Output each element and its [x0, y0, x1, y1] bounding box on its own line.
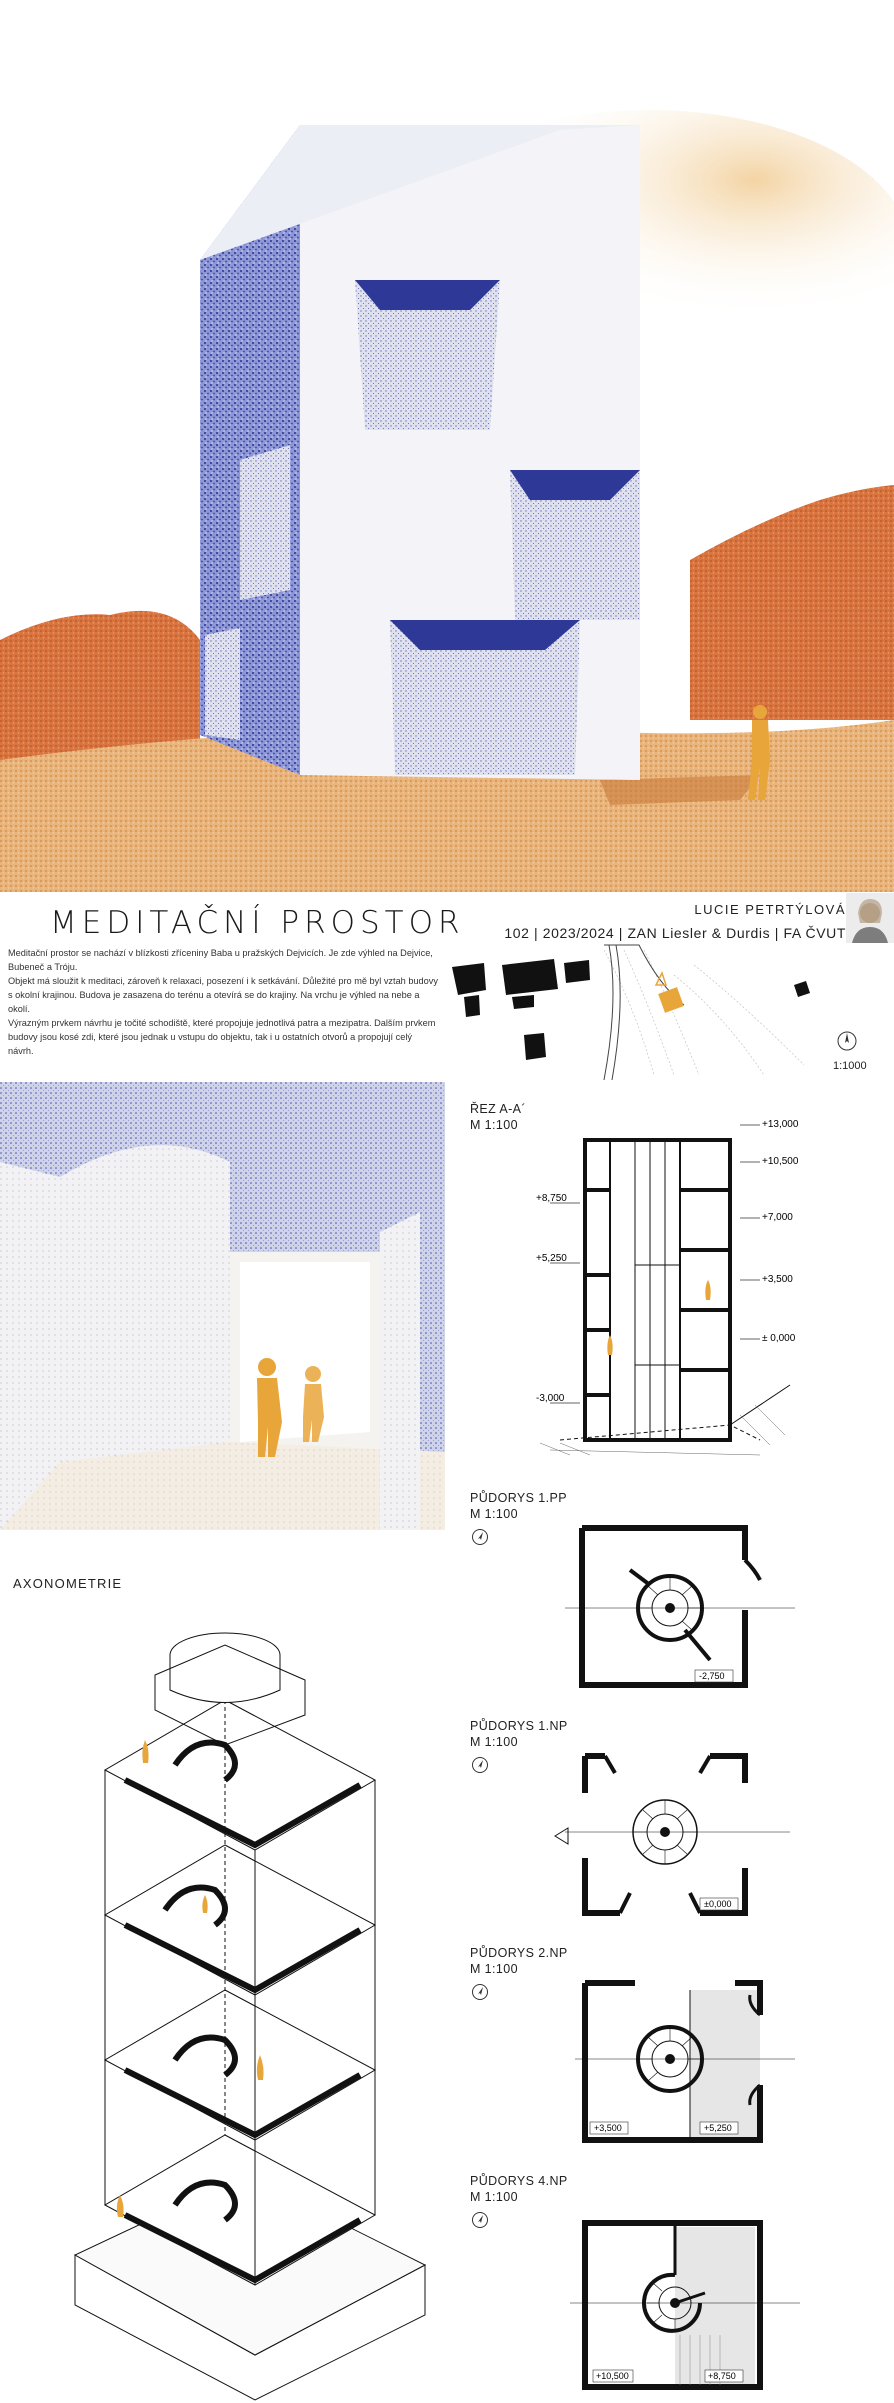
plan-level-label: +8,750	[708, 2371, 736, 2381]
section-level-label: +10,500	[762, 1156, 799, 1167]
plan-drawing	[560, 1520, 800, 1695]
plan-title: PŮDORYS 1.PP	[470, 1491, 567, 1505]
axonometry-drawing	[55, 1615, 440, 2400]
plan-level-label: +5,250	[704, 2123, 732, 2133]
section-level-label: +8,750	[536, 1193, 567, 1204]
plan-level-label: +10,500	[596, 2371, 629, 2381]
hero-rendering	[0, 0, 894, 892]
plan-level-label: +3,500	[594, 2123, 622, 2133]
plan-label	[470, 1718, 568, 1750]
plan-title: PŮDORYS 4.NP	[470, 2174, 568, 2188]
author-name: LUCIE PETRTÝLOVÁ	[694, 902, 846, 917]
plan-level-label: ±0,000	[704, 1899, 732, 1909]
plan-drawing	[550, 1748, 800, 1923]
site-plan	[444, 945, 844, 1080]
plan-level-label: -2,750	[699, 1671, 725, 1681]
section-level-label: +3,500	[762, 1274, 793, 1285]
plan-label	[470, 2173, 568, 2205]
description-paragraph: Meditační prostor se nachází v blízkosti zříceniny Baba u pražských Dejvicích. Je zde výhled na Dejvice, Bubeneč a Tróju.	[8, 948, 433, 972]
section-scale: M 1:100	[470, 1118, 518, 1132]
interior-rendering	[0, 1082, 445, 1530]
plan-title: PŮDORYS 2.NP	[470, 1946, 568, 1960]
site-scale: 1:1000	[833, 1060, 867, 1072]
plan-scale: M 1:100	[470, 2190, 518, 2204]
description-paragraph: Výrazným prvkem návrhu je točité schodiště, které propojuje jednotlivá patra a mezipatra. Dalším prvkem budovy jsou kosé zdi, které jsou jednak u vstupu do objektu, tak i u ostatních otvorů a propojují celý návrh.	[8, 1018, 436, 1056]
section-label	[470, 1101, 526, 1133]
project-description	[8, 946, 438, 1058]
plan-label	[470, 1490, 567, 1522]
project-meta: 102 | 2023/2024 | ZAN Liesler & Durdis | FA ČVUT	[504, 925, 846, 941]
section-level-label: +13,000	[762, 1119, 799, 1130]
north-arrow-icon	[471, 1528, 489, 1546]
north-arrow-icon	[471, 1983, 489, 2001]
section-level-label: ± 0,000	[762, 1333, 796, 1344]
axonometry-title: AXONOMETRIE	[13, 1576, 123, 1591]
plan-scale: M 1:100	[470, 1962, 518, 1976]
plan-drawing	[570, 1975, 800, 2150]
north-arrow-icon	[471, 1756, 489, 1774]
plan-scale: M 1:100	[470, 1735, 518, 1749]
section-drawing	[530, 1115, 799, 1460]
north-arrow-icon	[471, 2211, 489, 2229]
section-level-label: +7,000	[762, 1212, 793, 1223]
plan-scale: M 1:100	[470, 1507, 518, 1521]
plan-drawing	[565, 2215, 805, 2395]
description-paragraph: Objekt má sloužit k meditaci, zároveň k relaxaci, posezení i k setkávání. Důležité pro mě byl vztah budovy s okolní krajinou. Budova je zasazena do terénu a otevírá se do krajiny. Na vrchu je výhled na nebe a okolí.	[8, 976, 438, 1014]
plan-label	[470, 1945, 568, 1977]
section-level-label: +5,250	[536, 1253, 567, 1264]
section-level-label: -3,000	[536, 1393, 565, 1404]
section-title: ŘEZ A-A´	[470, 1102, 526, 1116]
north-arrow-icon	[836, 1030, 858, 1052]
author-avatar	[846, 893, 894, 943]
page-title: MEDITAČNÍ PROSTOR	[50, 905, 465, 941]
plan-title: PŮDORYS 1.NP	[470, 1719, 568, 1733]
